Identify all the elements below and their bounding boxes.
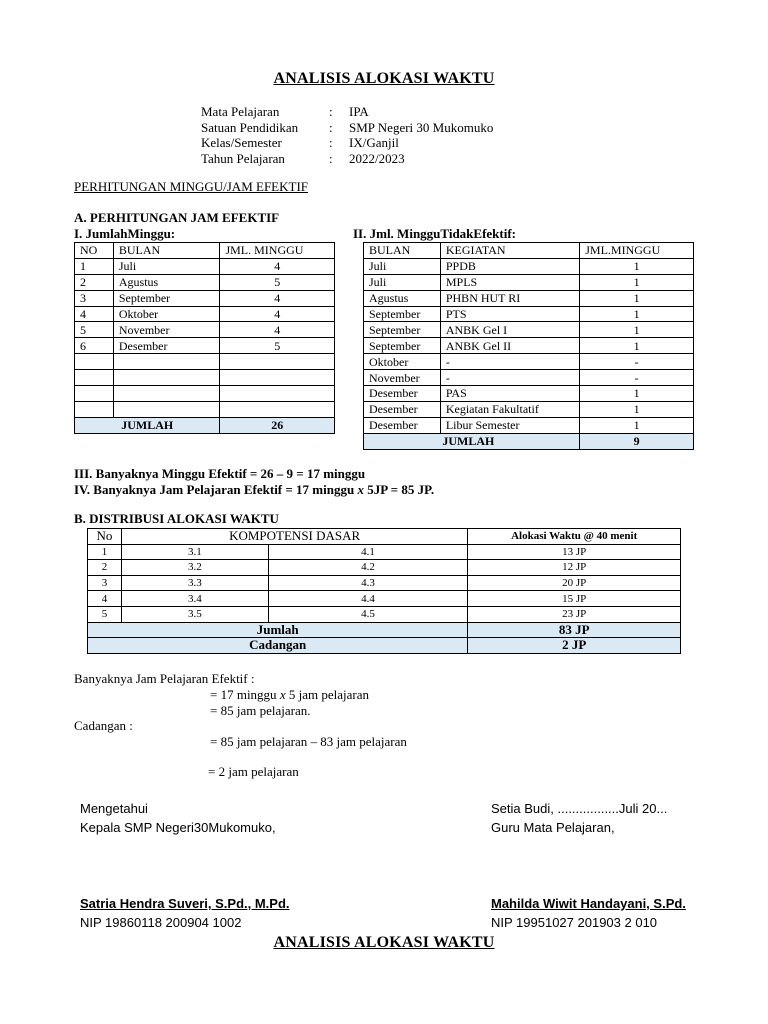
table-row <box>364 290 694 306</box>
table-cell: PTS <box>440 306 579 322</box>
table-cell: 4 <box>88 591 122 607</box>
table-row <box>75 274 335 290</box>
cadangan-value: 2 JP <box>468 638 681 654</box>
table-cell: Juli <box>113 258 220 274</box>
table-cell: 4 <box>220 258 335 274</box>
table-cell <box>220 386 335 402</box>
table-row <box>75 258 335 274</box>
total-label: JUMLAH <box>75 417 220 433</box>
table-row <box>75 322 335 338</box>
table-cell: 1 <box>580 290 694 306</box>
table-row <box>88 606 681 622</box>
table-cell <box>75 386 114 402</box>
table-cell <box>113 401 220 417</box>
info-row <box>201 151 493 167</box>
table-cell: - <box>580 370 694 386</box>
info-value: IX/Ganjil <box>349 135 399 150</box>
table-cell: 4 <box>220 290 335 306</box>
info-colon: : <box>329 135 333 150</box>
col-header: JML.MINGGU <box>580 243 694 259</box>
col-header: Alokasi Waktu @ 40 menit <box>468 529 681 545</box>
table-total-row <box>75 417 335 433</box>
calc-text: 5 jam pelajaran <box>285 687 369 702</box>
table-cell: ANBK Gel I <box>440 322 579 338</box>
total-label: JUMLAH <box>440 433 579 449</box>
table-cell: 4.1 <box>268 544 468 560</box>
cadangan-label: Cadangan <box>88 638 468 654</box>
table-cell: 2 <box>75 274 114 290</box>
table-cell: 15 JP <box>468 591 681 607</box>
calc-line: Banyaknya Jam Pelajaran Efektif : <box>74 671 255 686</box>
table-cell: 1 <box>580 258 694 274</box>
table-cell: September <box>364 322 441 338</box>
info-row <box>201 120 493 136</box>
sign-right-line1: Setia Budi, .................Juli 20... <box>491 801 668 816</box>
table-row <box>75 338 335 354</box>
table-cell: November <box>113 322 220 338</box>
table-cell: Libur Semester <box>440 417 579 433</box>
table-row <box>364 274 694 290</box>
table-cell: 3.1 <box>121 544 268 560</box>
table-cell: 3 <box>75 290 114 306</box>
table-header-row <box>88 529 681 545</box>
col-header: BULAN <box>364 243 441 259</box>
table-cell: Desember <box>364 417 441 433</box>
table-cell: 5 <box>220 274 335 290</box>
table-cell: Juli <box>364 274 441 290</box>
table-cell: 1 <box>580 322 694 338</box>
info-value: IPA <box>349 104 369 119</box>
info-label: Mata Pelajaran <box>201 104 280 119</box>
table-cell: 4.5 <box>268 606 468 622</box>
table-cell: 3 <box>88 575 122 591</box>
table-cell: PAS <box>440 386 579 402</box>
table-cell: 1 <box>580 338 694 354</box>
table-row <box>364 417 694 433</box>
table-cell: - <box>440 354 579 370</box>
info-row <box>201 104 493 120</box>
table-cell: Juli <box>364 258 441 274</box>
table-cell: PPDB <box>440 258 579 274</box>
table-cell: Agustus <box>113 274 220 290</box>
line-iv-text: IV. Banyaknya Jam Pelajaran Efektif = 17 minggu <box>74 482 358 497</box>
page-title-repeat: ANALISIS ALOKASI WAKTU <box>273 934 495 951</box>
table-cell: 12 JP <box>468 560 681 576</box>
table-row <box>88 560 681 576</box>
col-header: No <box>88 529 122 545</box>
calc-line: Cadangan : <box>74 718 133 733</box>
table-header-row <box>364 243 694 259</box>
info-colon: : <box>329 119 333 135</box>
table-cell: 1 <box>580 417 694 433</box>
section-a-heading: A. PERHITUNGAN JAM EFEKTIF <box>74 210 280 225</box>
sign-left-line2: Kepala SMP Negeri30Mukomuko, <box>80 820 276 835</box>
table-cell <box>75 370 114 386</box>
table-cell: 6 <box>75 338 114 354</box>
total-value: 9 <box>580 433 694 449</box>
info-value: SMP Negeri 30 Mukomuko <box>349 119 494 135</box>
table-cell: 1 <box>580 274 694 290</box>
calc-line: = 85 jam pelajaran – 83 jam pelajaran <box>210 734 407 749</box>
sub-heading-i: I. JumlahMinggu: <box>74 226 176 241</box>
table-jumlah-row <box>88 622 681 638</box>
sign-right-name: Mahilda Wiwit Handayani, S.Pd. <box>491 896 686 911</box>
table-row <box>88 575 681 591</box>
table-cell: 4.3 <box>268 575 468 591</box>
table-cell <box>113 370 220 386</box>
table-row <box>75 386 335 402</box>
info-value: 2022/2023 <box>349 150 405 166</box>
table-cell: 23 JP <box>468 606 681 622</box>
table-cell: September <box>364 338 441 354</box>
table-cell: 3.4 <box>121 591 268 607</box>
table-cell: Kegiatan Fakultatif <box>440 401 579 417</box>
table-row <box>88 591 681 607</box>
table-minggu-tidak-efektif <box>363 242 694 450</box>
info-label: Satuan Pendidikan <box>201 119 299 135</box>
calc-line: = 2 jam pelajaran <box>208 764 299 779</box>
table-cell: 3.2 <box>121 560 268 576</box>
table-cell <box>113 354 220 370</box>
calc-line <box>210 687 369 703</box>
table-cell: 4 <box>220 306 335 322</box>
line-iv <box>74 482 434 498</box>
table-cell <box>220 401 335 417</box>
page-title: ANALISIS ALOKASI WAKTU <box>273 70 495 87</box>
col-header: BULAN <box>113 243 220 259</box>
table-row <box>364 322 694 338</box>
table-cell: Desember <box>364 401 441 417</box>
table-row <box>75 370 335 386</box>
table-total-row <box>364 433 694 449</box>
table-cell: 4.2 <box>268 560 468 576</box>
col-header: KOMPOTENSI DASAR <box>121 529 467 545</box>
calc-text: = 17 minggu <box>210 687 280 702</box>
table-cadangan-row <box>88 638 681 654</box>
sign-left-nip: NIP 19860118 200904 1002 <box>80 915 242 930</box>
table-row <box>364 306 694 322</box>
line-iv-x: x <box>357 482 364 497</box>
table-cell: 5 <box>220 338 335 354</box>
table-cell: 2 <box>88 560 122 576</box>
table-cell <box>75 354 114 370</box>
table-cell: 13 JP <box>468 544 681 560</box>
table-row <box>364 401 694 417</box>
table-cell: MPLS <box>440 274 579 290</box>
info-colon: : <box>329 150 333 166</box>
col-header: KEGIATAN <box>440 243 579 259</box>
table-cell: 4 <box>220 322 335 338</box>
table-cell: Desember <box>113 338 220 354</box>
table-cell: - <box>440 370 579 386</box>
table-cell <box>220 370 335 386</box>
table-row <box>75 306 335 322</box>
info-label: Tahun Pelajaran <box>201 150 285 166</box>
table-row <box>88 544 681 560</box>
sign-left-line1: Mengetahui <box>80 801 148 816</box>
section-main-heading: PERHITUNGAN MINGGU/JAM EFEKTIF <box>74 179 308 194</box>
table-cell: 1 <box>75 258 114 274</box>
col-header: JML. MINGGU <box>220 243 335 259</box>
info-label: Kelas/Semester <box>201 135 282 150</box>
table-cell: 3.3 <box>121 575 268 591</box>
info-colon: : <box>329 104 333 119</box>
table-row <box>75 290 335 306</box>
table-cell: 1 <box>580 306 694 322</box>
table-cell: 4 <box>75 306 114 322</box>
table-cell: November <box>364 370 441 386</box>
table-jumlah-minggu <box>74 242 335 434</box>
table-cell: 1 <box>580 386 694 402</box>
table-cell: Agustus <box>364 290 441 306</box>
table-cell: - <box>580 354 694 370</box>
table-cell: 4.4 <box>268 591 468 607</box>
table-cell: 1 <box>580 401 694 417</box>
calc-x: x <box>279 687 286 702</box>
table-cell <box>113 386 220 402</box>
table-header-row <box>75 243 335 259</box>
table-cell: September <box>364 306 441 322</box>
table-cell <box>220 354 335 370</box>
table-row <box>75 354 335 370</box>
info-block <box>201 104 493 166</box>
table-cell: 5 <box>88 606 122 622</box>
table-cell: 20 JP <box>468 575 681 591</box>
sign-left-name: Satria Hendra Suveri, S.Pd., M.Pd. <box>80 896 290 911</box>
sign-right-nip: NIP 19951027 201903 2 010 <box>491 915 658 930</box>
sub-heading-ii: II. Jml. MingguTidakEfektif: <box>353 226 517 241</box>
table-row <box>364 338 694 354</box>
table-cell: 1 <box>88 544 122 560</box>
total-value: 26 <box>220 417 335 433</box>
table-cell: September <box>113 290 220 306</box>
table-row <box>364 354 694 370</box>
table-cell: ANBK Gel II <box>440 338 579 354</box>
table-cell: Oktober <box>113 306 220 322</box>
table-row <box>364 370 694 386</box>
table-cell: Desember <box>364 386 441 402</box>
table-distribusi <box>87 528 681 654</box>
info-row <box>201 135 493 151</box>
jumlah-value: 83 JP <box>468 622 681 638</box>
jumlah-label: Jumlah <box>88 622 468 638</box>
table-cell <box>75 401 114 417</box>
section-b-heading: B. DISTRIBUSI ALOKASI WAKTU <box>74 511 279 526</box>
table-row <box>75 401 335 417</box>
calc-line: = 85 jam pelajaran. <box>210 703 311 718</box>
table-cell: 3.5 <box>121 606 268 622</box>
sign-right-line2: Guru Mata Pelajaran, <box>491 820 615 835</box>
table-row <box>364 386 694 402</box>
line-iii: III. Banyaknya Minggu Efektif = 26 – 9 = 17 minggu <box>74 466 366 481</box>
col-header: NO <box>75 243 114 259</box>
line-iv-text: 5JP = 85 JP. <box>363 482 435 497</box>
table-cell: 5 <box>75 322 114 338</box>
table-cell: PHBN HUT RI <box>440 290 579 306</box>
table-row <box>364 258 694 274</box>
table-cell: Oktober <box>364 354 441 370</box>
